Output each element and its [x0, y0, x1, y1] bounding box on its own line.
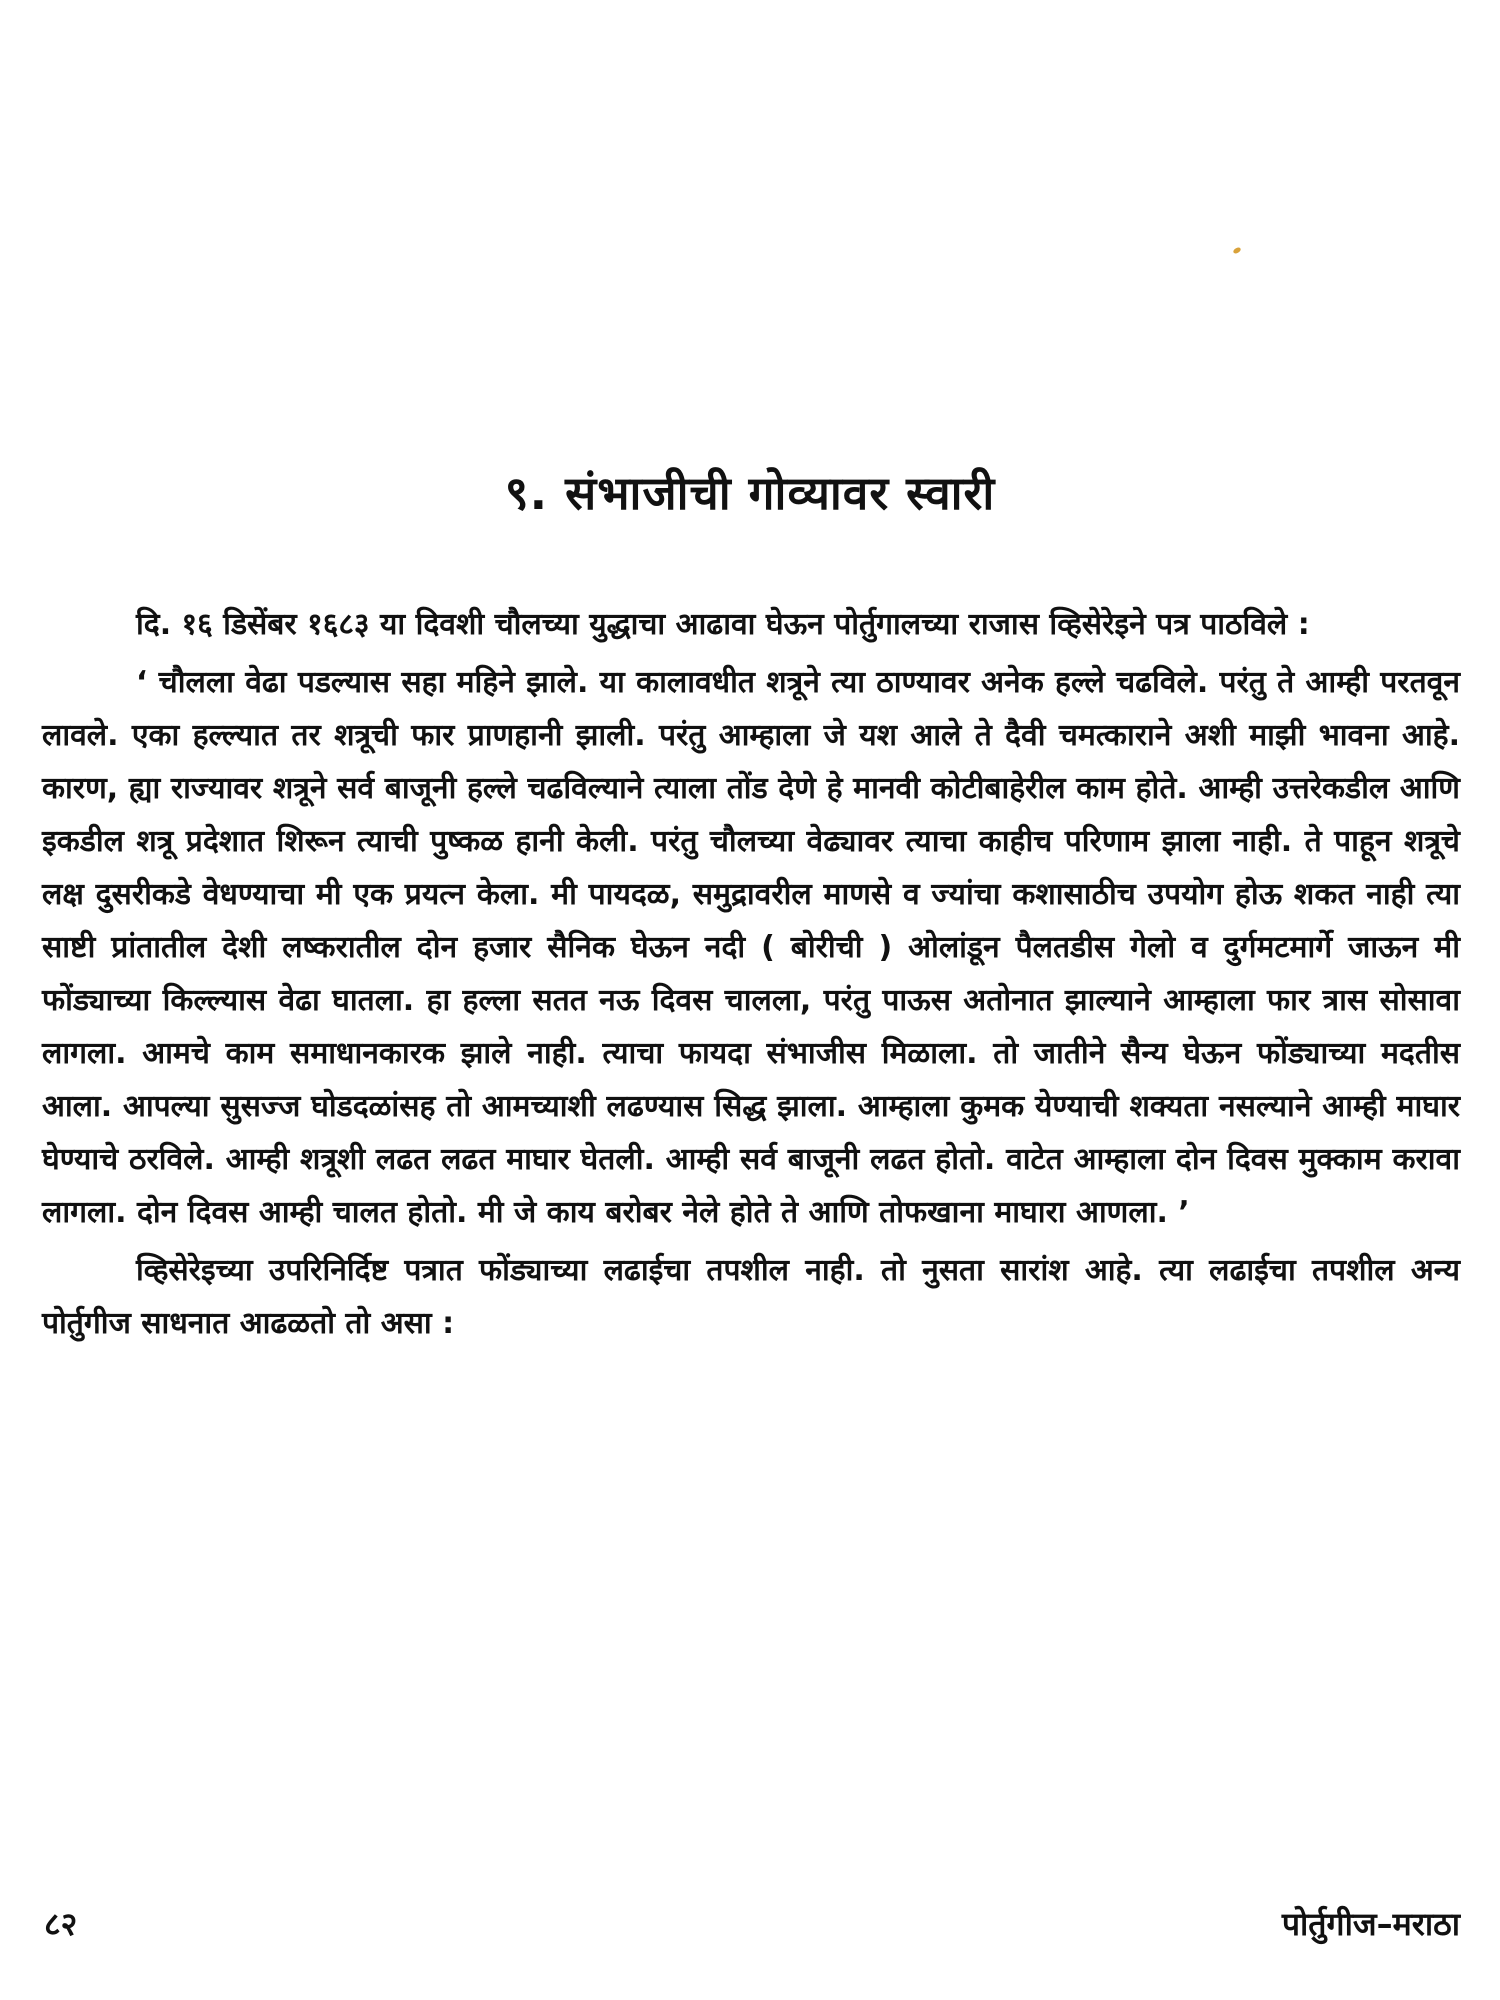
running-footer-title: पोर्तुगीज–मराठा — [1281, 1905, 1460, 1943]
paragraph: ‘ चौलला वेढा पडल्यास सहा महिने झाले. या कालावधीत शत्रूने त्या ठाण्यावर अनेक हल्ले चढविले. परंतु ते आम्ही परतवून लावले. एका हल्ल्यात तर शत्रूची फार प्राणहानी झाली. परंतु आम्हाला जे यश आले ते दैवी चमत्काराने अशी माझी भावना आहे. कारण, ह्या राज्यावर शत्रूने सर्व बाजूनी हल्ले चढविल्याने त्याला तोंड देणे हे मानवी कोटीबाहेरील काम होते. आम्ही उत्तरेकडील आणि इकडील शत्रू प्रदेशात शिरून त्याची पुष्कळ हानी केली. परंतु चौलच्या वेढ्यावर त्याचा काहीच परिणाम झाला नाही. ते पाहून शत्रूचे लक्ष दुसरीकडे वेधण्याचा मी एक प्रयत्न केला. मी पायदळ, समुद्रावरील माणसे व ज्यांचा कशासाठीच उपयोग होऊ शकत नाही त्या साष्टी प्रांतातील देशी लष्करातील दोन हजार सैनिक घेऊन नदी ( बोरीची ) ओलांडून पैलतडीस गेलो व दुर्गमटमार्गे जाऊन मी फोंड्याच्या किल्ल्यास वेढा घातला. हा हल्ला सतत नऊ दिवस चालला, परंतु पाऊस अतोनात झाल्याने आम्हाला फार त्रास सोसावा लागला. आमचे काम समाधानकारक झाले नाही. त्याचा फायदा संभाजीस मिळाला. तो जातीने सैन्य घेऊन फोंड्याच्या मदतीस आला. आपल्या सुसज्ज घोडदळांसह तो आमच्याशी लढण्यास सिद्ध झाला. आम्हाला कुमक येण्याची शक्यता नसल्याने आम्ही माघार घेण्याचे ठरविले. आम्ही शत्रूशी लढत लढत माघार घेतली. आम्ही सर्व बाजूनी लढत होतो. वाटेत आम्हाला दोन दिवस मुक्काम करावा लागला. दोन दिवस आम्ही चालत होतो. मी जे काय बरोबर नेले होते ते आणि तोफखाना माघारा आणला. ’ — [42, 665, 1460, 1230]
body-text — [42, 598, 1460, 1355]
ink-speck — [1232, 246, 1241, 254]
paragraph: व्हिसेरेइच्या उपरिनिर्दिष्ट पत्रात फोंड्याच्या लढाईचा तपशील नाही. तो नुसता सारांश आहे. त्या लढाईचा तपशील अन्य पोर्तुगीज साधनात आढळतो तो असा : — [42, 1253, 1460, 1341]
page-number: ८२ — [44, 1905, 78, 1943]
chapter-title: ९. संभाजीची गोव्यावर स्वारी — [504, 465, 996, 520]
paragraph: दि. १६ डिसेंबर १६८३ या दिवशी चौलच्या युद्धाचा आढावा घेऊन पोर्तुगालच्या राजास व्हिसेरेइने पत्र पाठविले : — [136, 607, 1310, 642]
